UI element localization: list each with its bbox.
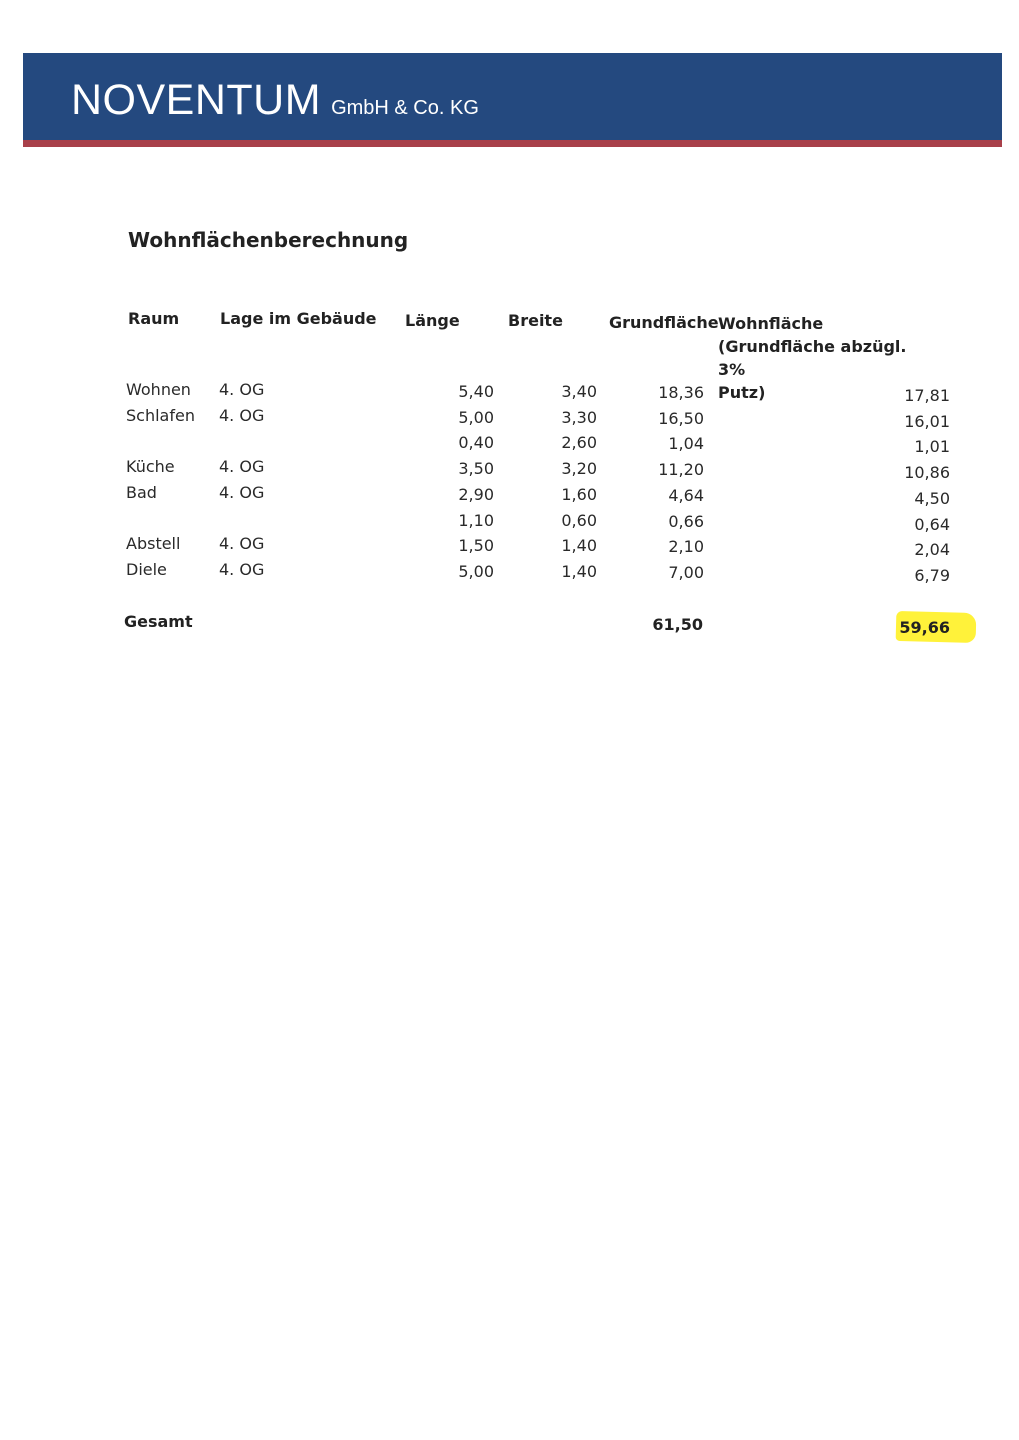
cell-laenge: 1,10 bbox=[458, 510, 494, 530]
cell-breite: 1,40 bbox=[561, 561, 597, 581]
cell-lage: 4. OG bbox=[219, 457, 265, 477]
column-header-laenge: Länge bbox=[405, 311, 460, 330]
cell-breite: 2,60 bbox=[561, 433, 597, 453]
cell-laenge: 2,90 bbox=[458, 484, 494, 504]
cell-laenge: 5,00 bbox=[458, 407, 494, 427]
cell-wohnflaeche: 10,86 bbox=[904, 463, 950, 483]
header-accent-stripe bbox=[23, 140, 1002, 147]
cell-grundflaeche: 7,00 bbox=[668, 562, 704, 582]
cell-breite: 3,30 bbox=[561, 407, 597, 427]
cell-laenge: 5,00 bbox=[458, 561, 494, 581]
cell-raum: Schlafen bbox=[126, 405, 195, 425]
cell-grundflaeche: 11,20 bbox=[658, 460, 704, 480]
cell-breite: 3,20 bbox=[561, 459, 597, 479]
column-header-wohnflaeche-line-2: (Grundfläche abzügl. 3% bbox=[718, 337, 907, 379]
cell-lage: 4. OG bbox=[219, 482, 265, 502]
total-wohnflaeche: 59,66 bbox=[899, 618, 950, 637]
cell-grundflaeche: 4,64 bbox=[668, 485, 704, 505]
cell-wohnflaeche: 4,50 bbox=[914, 488, 950, 508]
cell-wohnflaeche: 17,81 bbox=[904, 386, 950, 405]
cell-breite: 0,60 bbox=[561, 510, 597, 530]
company-header-banner bbox=[23, 53, 1002, 147]
column-header-grundflaeche: Grundfläche bbox=[609, 313, 719, 332]
cell-laenge: 1,50 bbox=[458, 536, 494, 556]
cell-grundflaeche: 2,10 bbox=[668, 537, 704, 557]
cell-laenge: 3,50 bbox=[458, 459, 494, 479]
cell-raum: Bad bbox=[126, 482, 157, 502]
cell-breite: 1,60 bbox=[561, 484, 597, 504]
cell-wohnflaeche: 6,79 bbox=[914, 565, 950, 585]
cell-breite: 1,40 bbox=[561, 536, 597, 556]
cell-lage: 4. OG bbox=[219, 405, 265, 425]
cell-raum: Küche bbox=[126, 457, 175, 477]
company-name: NOVENTUM bbox=[71, 76, 322, 124]
cell-grundflaeche: 1,04 bbox=[668, 434, 704, 454]
cell-lage: 4. OG bbox=[219, 380, 265, 399]
column-header-raum: Raum bbox=[128, 309, 180, 328]
cell-wohnflaeche: 0,64 bbox=[914, 514, 950, 534]
total-label: Gesamt bbox=[124, 612, 193, 631]
column-header-wohnflaeche-line-3: Putz) bbox=[718, 383, 766, 402]
company-legal-suffix: GmbH & Co. KG bbox=[331, 97, 479, 119]
document-title: Wohnflächenberechnung bbox=[128, 228, 409, 252]
cell-wohnflaeche: 1,01 bbox=[914, 437, 950, 457]
cell-grundflaeche: 0,66 bbox=[668, 511, 704, 531]
cell-grundflaeche: 18,36 bbox=[658, 383, 704, 402]
column-header-lage: Lage im Gebäude bbox=[220, 309, 377, 328]
cell-laenge: 0,40 bbox=[458, 433, 494, 453]
cell-lage: 4. OG bbox=[219, 559, 265, 579]
column-header-breite: Breite bbox=[508, 311, 563, 330]
cell-wohnflaeche: 2,04 bbox=[914, 540, 950, 560]
total-grundflaeche: 61,50 bbox=[652, 615, 703, 634]
cell-grundflaeche: 16,50 bbox=[658, 408, 704, 428]
cell-laenge: 5,40 bbox=[458, 382, 494, 401]
cell-breite: 3,40 bbox=[561, 382, 597, 401]
cell-wohnflaeche: 16,01 bbox=[904, 411, 950, 431]
cell-lage: 4. OG bbox=[219, 534, 265, 554]
column-header-wohnflaeche-line-1: Wohnfläche bbox=[718, 314, 824, 333]
cell-raum: Diele bbox=[126, 559, 167, 579]
cell-raum: Wohnen bbox=[126, 380, 191, 399]
cell-raum: Abstell bbox=[126, 534, 181, 554]
company-logo-text bbox=[71, 76, 479, 125]
